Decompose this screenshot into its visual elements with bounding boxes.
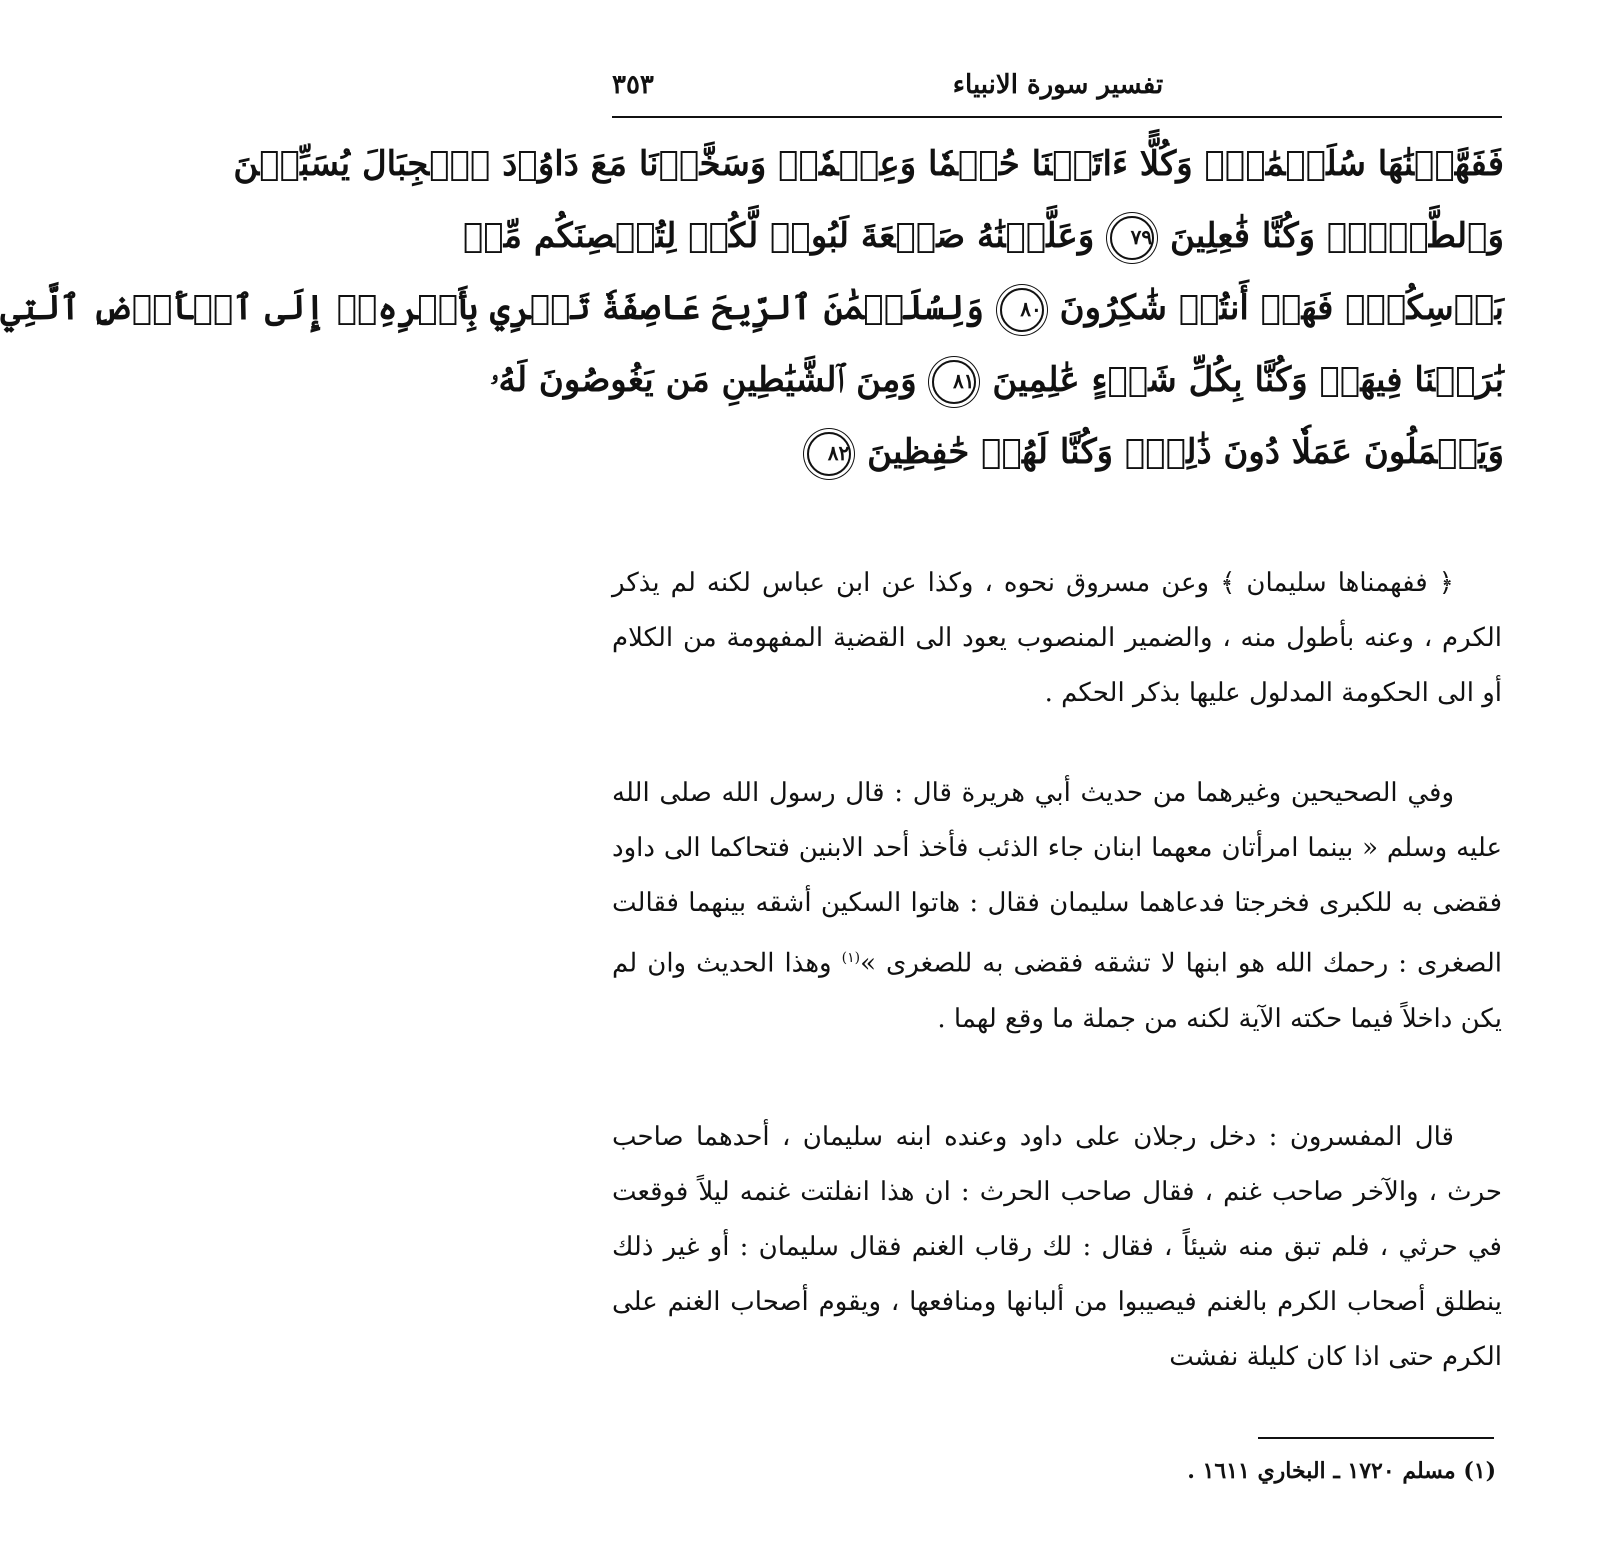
commentary-paragraph-2 <box>612 766 1502 1047</box>
verse-text: وَيَعۡمَلُونَ عَمَلٗا دُونَ ذَٰلِكَۖ وَكُنَّا لَهُمۡ حَٰفِظِينَ <box>867 432 1504 472</box>
verse-text: وَٱلطَّيۡرَۚ وَكُنَّا فَٰعِلِينَ <box>1169 216 1504 256</box>
quran-verses <box>0 128 1504 488</box>
paragraph-text: قال المفسرون : دخل رجلان على داود وعنده ابنه سليمان ، أحدهما صاحب حرث ، والآخر صاحب غنم ، فقال صاحب الحرث : ان هذا انفلتت غنمه ليلاً فوقعت في حرثي ، فلم تبق منه شيئاً ، فقال : لك رقاب الغنم فقال سليمان : أو غير ذلك ينطلق أصحاب الكرم بالغنم فيصيبوا من ألبانها ومنافعها ، ويقوم أصحاب الغنم على الكرم حتى اذا كان كليلة نفشت <box>612 1122 1503 1372</box>
verse-text: وَمِنَ ٱلشَّيَٰطِينِ مَن يَغُوصُونَ لَهُۥ <box>489 360 917 400</box>
ayah-number-marker: ٨١ <box>932 360 976 404</box>
header-rule <box>612 116 1502 118</box>
footnote-reference: (١) <box>841 950 861 966</box>
commentary-paragraph-3 <box>612 1110 1502 1385</box>
footnote-rule <box>1258 1437 1494 1439</box>
running-title: تفسير سورة الانبياء <box>952 70 1164 100</box>
paragraph-text: ﴿ ففهمناها سليمان ﴾ وعن مسروق نحوه ، وكذا عن ابن عباس لكنه لم يذكر الكرم ، وعنه بأطول منه ، والضمير المنصوب يعود الى القضية المفهومة من الكلام أو الى الحكومة المدلول عليها بذكر الحكم . <box>612 568 1502 708</box>
hadith-comment: وهذا الحديث وان لم يكن داخلاً فيما حكته الآية لكنه من جملة ما وقع لهما . <box>612 948 1502 1034</box>
quran-line <box>489 344 1504 416</box>
quran-line <box>462 200 1504 272</box>
quran-line <box>609 416 1504 488</box>
ayah-number-marker: ٨٢ <box>807 432 851 476</box>
footnote: (١) مسلم ١٧٢٠ ـ البخاري ١٦١١ . <box>1187 1458 1496 1484</box>
hadith-text: وفي الصحيحين وغيرهما من حديث أبي هريرة قال : قال رسول الله صلى الله عليه وسلم « بينما امرأتان معهما ابنان جاء الذئب فأخذ أحد الابنين فتحاكما الى داود فقضى به للكبرى فخرجتا فدعاهما سليمان فقال : هاتوا السكين أشقه بينهما فقالت الصغرى : رحمك الله هو ابنها لا تشقه فقضى به للصغرى » <box>612 778 1502 979</box>
verse-text: وَلِسُلَيۡمَٰنَ ٱلرِّيحَ عَاصِفَةٗ تَجۡرِي بِأَمۡرِهِۦٓ إِلَى ٱلۡأَرۡضِ ٱلَّتِي <box>0 288 984 328</box>
page-number: ٣٥٣ <box>612 70 654 100</box>
verse-text: بَأۡسِكُمۡۖ فَهَلۡ أَنتُمۡ شَٰكِرُونَ <box>1059 288 1504 328</box>
verse-text: بَٰرَكۡنَا فِيهَاۚ وَكُنَّا بِكُلِّ شَيۡءٍ عَٰلِمِينَ <box>992 360 1504 400</box>
page-header <box>612 66 1504 110</box>
verse-text: فَفَهَّمۡنَٰهَا سُلَيۡمَٰنَۚ وَكُلًّا ءَاتَيۡنَا حُكۡمٗا وَعِلۡمٗاۚ وَسَخَّرۡنَا مَعَ دَاوُۥدَ ٱلۡجِبَالَ يُسَبِّحۡنَ <box>233 144 1504 184</box>
quran-line <box>0 272 1504 344</box>
paragraph-text <box>612 766 1502 1047</box>
commentary-paragraph-1 <box>612 556 1502 721</box>
ayah-number-marker: ٨٠ <box>1000 288 1044 332</box>
ayah-number-marker: ٧٩ <box>1110 216 1154 260</box>
verse-text: وَعَلَّمۡنَٰهُ صَنۡعَةَ لَبُوسٖ لَّكُمۡ لِتُحۡصِنَكُم مِّنۢ <box>462 216 1095 256</box>
quran-line <box>233 128 1504 200</box>
